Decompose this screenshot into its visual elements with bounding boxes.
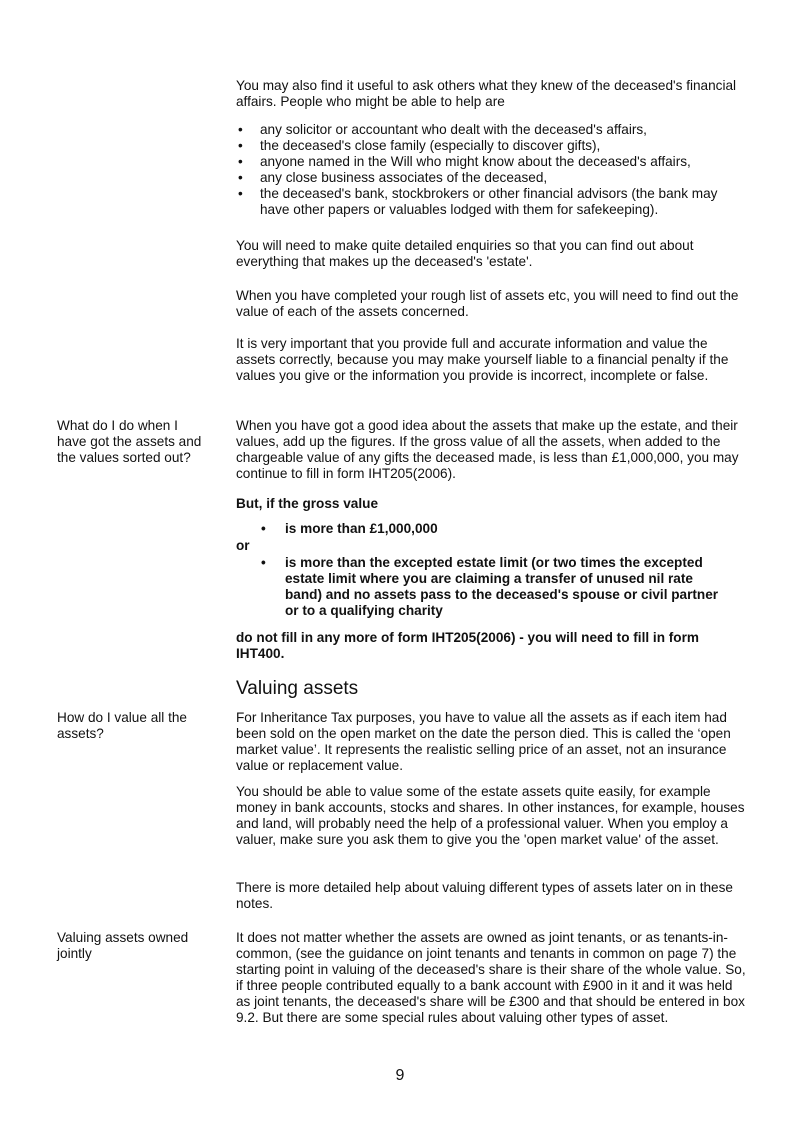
gross-value-lead: But, if the gross value	[236, 496, 379, 511]
valuing-paragraph-3: There is more detailed help about valuing different types of assets later on in these notes.	[236, 880, 733, 911]
intro-paragraph-1: You may also find it useful to ask others what they knew of the deceased's financial affairs. People who might be able to help are	[236, 78, 737, 109]
intro-paragraph-3: When you have completed your rough list of assets etc, you will need to find out the value of each of the assets concerned.	[236, 288, 739, 319]
helper-list	[236, 122, 746, 218]
condition-2	[236, 555, 726, 619]
bullet-marker: •	[261, 521, 266, 536]
bullet-marker: •	[261, 555, 266, 570]
intro-paragraph-2: You will need to make quite detailed enquiries so that you can find out about everything that makes up the deceased's 'estate'.	[236, 238, 694, 269]
page-number: 9	[395, 1067, 405, 1084]
list-item: • the deceased's bank, stockbrokers or other financial advisors (the bank may have other papers or valuables lodged with them for safekeeping).	[236, 186, 746, 218]
list-item: • any solicitor or accountant who dealt with the deceased's affairs,	[236, 122, 746, 138]
condition-2-text: is more than the excepted estate limit (or two times the excepted estate limit where you are claiming a transfer of unused nil rate band) and no assets pass to the deceased's spouse or civil partner or to a qualifying charity	[285, 555, 719, 618]
side-heading-jointly: Valuing assets owned jointly	[57, 930, 189, 961]
list-item: • any close business associates of the deceased,	[236, 170, 746, 186]
condition-1	[236, 521, 746, 537]
section-heading: Valuing assets	[236, 678, 359, 699]
list-item: • anyone named in the Will who might know about the deceased's affairs,	[236, 154, 746, 170]
side-heading-sorted: What do I do when I have got the assets and the values sorted out?	[57, 418, 202, 465]
condition-1-text: is more than £1,000,000	[285, 521, 438, 536]
jointly-paragraph: It does not matter whether the assets are owned as joint tenants, or as tenants-in-common, (see the guidance on joint tenants and tenants in common on page 7) the starting point in valuing of the deceased's share is their share of the whole value. So, if three people contributed equally to a bank account with £900 in it and it was held as joint tenants, the deceased's share will be £300 and that should be entered in box 9.2. But there are some special rules about valuing other types of asset.	[236, 930, 746, 1025]
sorted-paragraph: When you have got a good idea about the assets that make up the estate, and their values, add up the figures. If the gross value of all the assets, when added to the chargeable value of any gifts the deceased made, is less than £1,000,000, you may continue to fill in form IHT205(2006).	[236, 418, 739, 481]
valuing-paragraph-2: You should be able to value some of the estate assets quite easily, for example money in bank accounts, stocks and shares. In other instances, for example, houses and land, will probably need the help of a professional valuer. When you employ a valuer, make sure you ask them to give you the 'open market value' of the asset.	[236, 784, 745, 847]
list-item: • the deceased's close family (especially to discover gifts),	[236, 138, 746, 154]
side-heading-value: How do I value all the assets?	[57, 710, 187, 741]
valuing-paragraph-1: For Inheritance Tax purposes, you have to value all the assets as if each item had been sold on the open market on the date the person died. This is called the ‘open market value’. It represents the realistic selling price of an asset, not an insurance value or replacement value.	[236, 710, 731, 773]
intro-paragraph-4: It is very important that you provide full and accurate information and value the assets correctly, because you may make yourself liable to a financial penalty if the values you give or the information you provide is incorrect, incomplete or false.	[236, 336, 729, 383]
or-connector: or	[236, 538, 250, 553]
iht400-instruction: do not fill in any more of form IHT205(2006) - you will need to fill in form IHT400.	[236, 630, 699, 661]
